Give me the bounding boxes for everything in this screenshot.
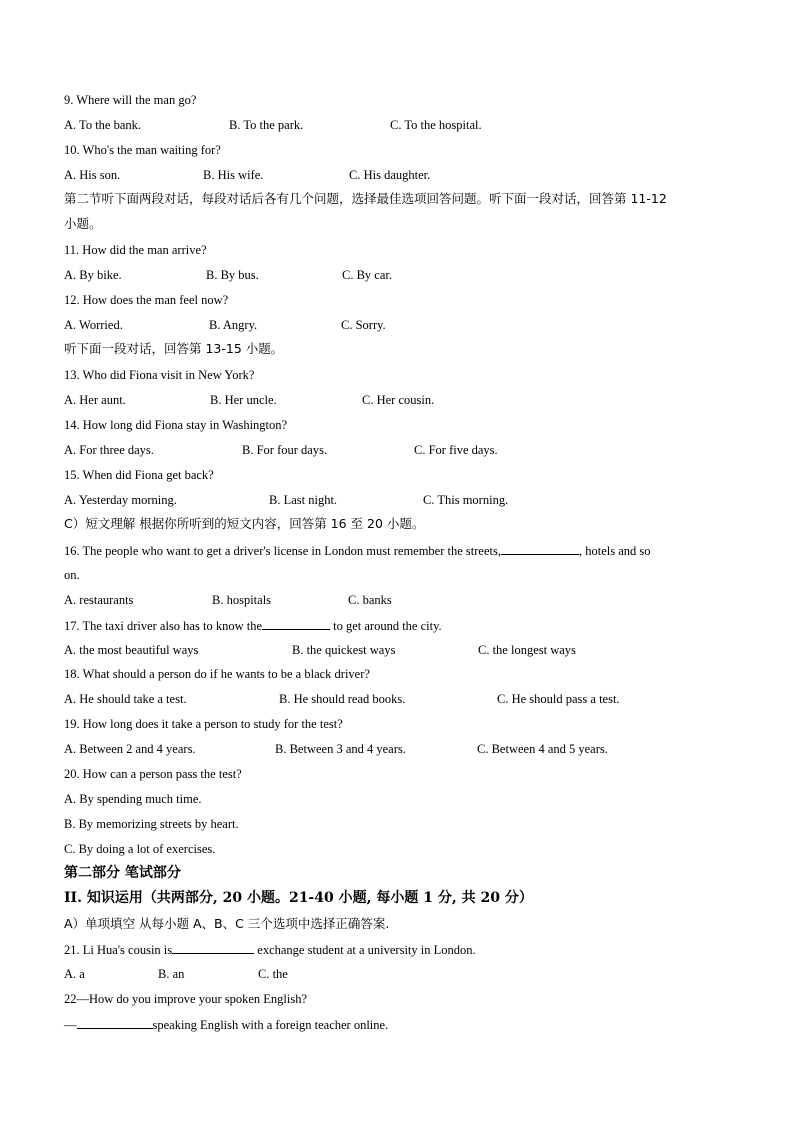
q18-option-b: B. He should read books. [279,692,406,706]
q17-option-a: A. the most beautiful ways [64,643,199,657]
q16-stem-pre: 16. The people who want to get a driver's license in London must remember the streets, [64,544,501,558]
q17-option-b: B. the quickest ways [292,643,396,657]
q12-option-c: C. Sorry. [341,318,386,332]
q22-dash: — [64,1018,77,1032]
q9-option-b: B. To the park. [229,118,304,132]
q22-answer-line [64,1016,388,1033]
q20-stem: 20. How can a person pass the test? [64,767,242,781]
q12-stem: 12. How does the man feel now? [64,293,229,307]
q11-stem: 11. How did the man arrive? [64,243,207,257]
q16-stem-cont: on. [64,568,80,582]
q16-stem [64,542,651,559]
q20-option-c: C. By doing a lot of exercises. [64,842,216,856]
section2-instruction-line2: 小题。 [64,216,102,231]
section-c-instruction: C）短文理解 根据你所听到的短文内容，回答第 16 至 20 小题。 [64,516,425,531]
q18-option-a: A. He should take a test. [64,692,187,706]
q16-blank [501,542,579,555]
q15-stem: 15. When did Fiona get back? [64,468,214,482]
q17-stem [64,617,442,634]
section-a-instruction: A）单项填空 从每小题 A、B、C 三个选项中选择正确答案. [64,916,390,931]
q13-option-a: A. Her aunt. [64,393,126,407]
q10-stem: 10. Who's the man waiting for? [64,143,221,157]
q17-stem-pre: 17. The taxi driver also has to know the [64,619,262,633]
q14-option-b: B. For four days. [242,443,328,457]
q21-stem [64,941,476,958]
q10-option-b: B. His wife. [203,168,264,182]
q22-stem: 22—How do you improve your spoken English? [64,992,308,1006]
q14-option-a: A. For three days. [64,443,154,457]
q16-option-a: A. restaurants [64,593,134,607]
q9-option-c: C. To the hospital. [390,118,482,132]
q14-stem: 14. How long did Fiona stay in Washington? [64,418,288,432]
q22-blank [77,1016,153,1029]
q12-option-a: A. Worried. [64,318,123,332]
q20-option-b: B. By memorizing streets by heart. [64,817,239,831]
q22-answer-text: speaking English with a foreign teacher online. [152,1018,389,1032]
instruction-13-15: 听下面一段对话，回答第 13-15 小题。 [64,341,284,356]
q21-option-c: C. the [258,967,288,981]
q17-stem-post: to get around the city. [330,619,442,633]
section2-instruction-line1: 第二节听下面两段对话，每段对话后各有几个问题，选择最佳选项回答问题。听下面一段对话，回答第 11-12 [64,191,667,206]
q21-option-a: A. a [64,967,85,981]
q18-stem: 18. What should a person do if he wants to be a black driver? [64,667,370,681]
q17-option-c: C. the longest ways [478,643,576,657]
q11-option-a: A. By bike. [64,268,122,282]
q21-option-b: B. an [158,967,185,981]
q15-option-b: B. Last night. [269,493,338,507]
part2-subtitle: II. 知识运用（共两部分, 20 小题。21-40 小题, 每小题 1 分, 共 20 分） [64,890,533,906]
part2-title: 第二部分 笔试部分 [64,865,181,881]
q9-stem: 9. Where will the man go? [64,93,197,107]
q9-option-a: A. To the bank. [64,118,142,132]
q14-option-c: C. For five days. [414,443,498,457]
q17-blank [262,617,330,630]
q10-option-c: C. His daughter. [349,168,431,182]
q10-option-a: A. His son. [64,168,121,182]
q19-stem: 19. How long does it take a person to study for the test? [64,717,343,731]
q19-option-c: C. Between 4 and 5 years. [477,742,608,756]
q11-option-b: B. By bus. [206,268,259,282]
q13-stem: 13. Who did Fiona visit in New York? [64,368,255,382]
q16-stem-post: , hotels and so [578,544,651,558]
q13-option-c: C. Her cousin. [362,393,435,407]
q16-option-b: B. hospitals [212,593,272,607]
q19-option-a: A. Between 2 and 4 years. [64,742,196,756]
q21-stem-pre: 21. Li Hua's cousin is [64,943,173,957]
q11-option-c: C. By car. [342,268,392,282]
q21-stem-post: exchange student at a university in London. [254,943,476,957]
q15-option-c: C. This morning. [423,493,509,507]
q20-option-a: A. By spending much time. [64,792,202,806]
q16-option-c: C. banks [348,593,392,607]
q18-option-c: C. He should pass a test. [497,692,620,706]
q12-option-b: B. Angry. [209,318,258,332]
q21-blank [172,941,254,954]
q13-option-b: B. Her uncle. [210,393,277,407]
q19-option-b: B. Between 3 and 4 years. [275,742,406,756]
q15-option-a: A. Yesterday morning. [64,493,177,507]
